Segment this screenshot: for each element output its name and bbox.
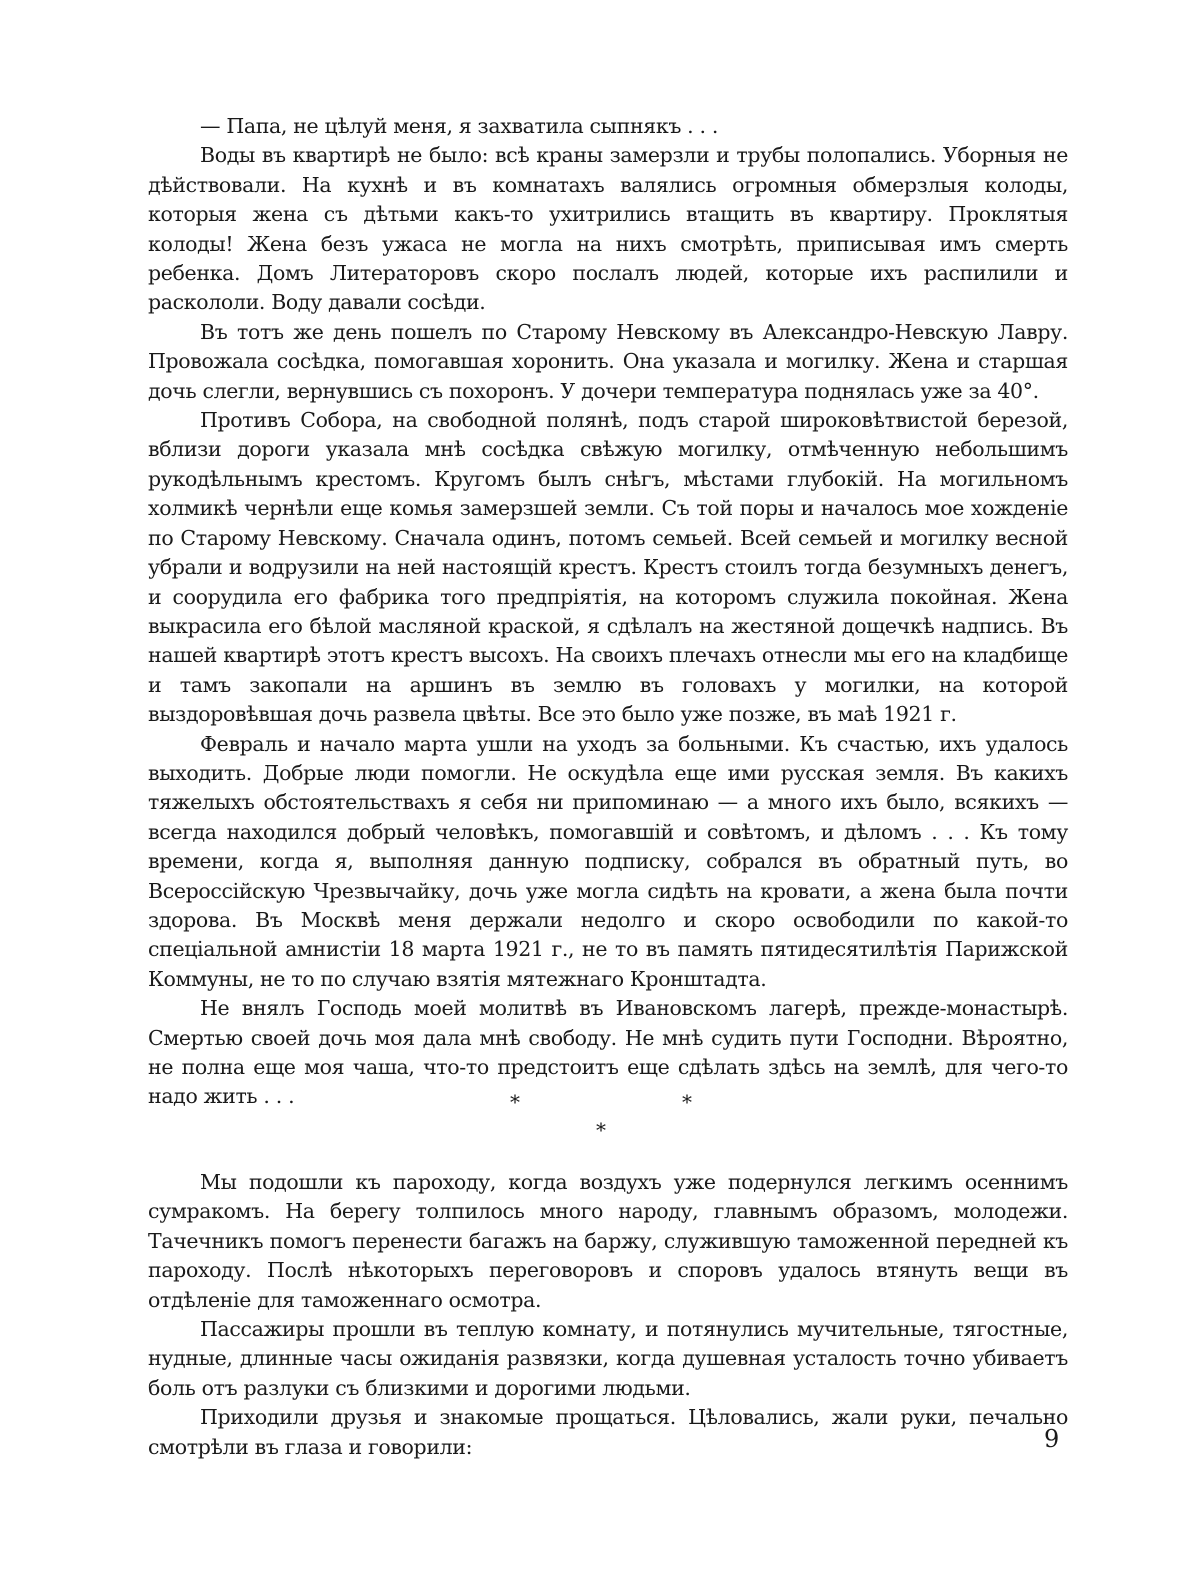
paragraph: Мы подошли къ пароходу, когда воздухъ уже подернулся легкимъ осеннимъ сумракомъ. На берегу толпилось много народу, главнымъ образомъ, молодежи. Тачечникъ помогъ перенести багажъ на баржу, служившую таможенной передней къ пароходу. Послѣ нѣкоторыхъ переговоровъ и споровъ удалось втянуть вещи въ отдѣленіе для таможеннаго осмотра. — [148, 1170, 1068, 1312]
paragraph: Февраль и начало марта ушли на уходъ за больными. Къ счастью, ихъ удалось выходить. Добрые люди помогли. Не оскудѣла еще ими русская земля. Въ какихъ тяжелыхъ обстоятельствахъ я себя ни припоминаю — а много ихъ было, всякихъ — всегда находился добрый человѣкъ, помогавшій и совѣтомъ, и дѣломъ . . . Къ тому времени, когда я, выполняя данную подписку, собрался въ обратный путь, во Всероссійскую Чрезвычайку, дочь уже могла сидѣть на кровати, а жена была почти здорова. Въ Москвѣ меня держали недолго и скоро освободили по какой-то спеціальной амнистіи 18 марта 1921 г., не то въ память пятидесятилѣтія Парижской Коммуны, не то по случаю взятія мятежнаго Кронштадта. — [148, 731, 1068, 991]
asterisk-ornament: * — [682, 1090, 692, 1114]
paragraph: Въ тотъ же день пошелъ по Старому Невскому въ Александро-Невскую Лавру. Провожала сосѣдка, помогавшая хоронить. Она указала и могилку. Жена и старшая дочь слегли, вернувшись съ похоронъ. У дочери температура поднялась уже за 40°. — [148, 319, 1068, 403]
paragraph: Воды въ квартирѣ не было: всѣ краны замерзли и трубы полопались. Уборныя не дѣйствовали. На кухнѣ и въ комнатахъ валялись огромныя обмерзлыя колоды, которыя жена съ дѣтьми какъ-то ухитрились втащить въ квартиру. Проклятыя колоды! Жена безъ ужаса не могла на нихъ смотрѣть, приписывая имъ смерть ребенка. Домъ Литераторовъ скоро послалъ людей, которые ихъ распилили и раскололи. Воду давали сосѣди. — [148, 143, 1068, 315]
paragraph: Не внялъ Господь моей молитвѣ въ Ивановскомъ лагерѣ, прежде-монастырѣ. Смертью своей дочь моя дала мнѣ свободу. Не мнѣ судить пути Господни. Вѣроятно, не полна еще моя чаша, что-то предстоитъ еще сдѣлать здѣсь на землѣ, для чего-то надо жить . . . — [148, 996, 1068, 1109]
paragraph: Противъ Собора, на свободной полянѣ, подъ старой широковѣтвистой березой, вблизи дороги указала мнѣ сосѣдка свѣжую могилку, отмѣченную небольшимъ рукодѣльнымъ крестомъ. Кругомъ былъ снѣгъ, мѣстами глубокій. На могильномъ холмикѣ чернѣли еще комья замерзшей земли. Съ той поры и началось мое хожденіе по Старому Невскому. Сначала одинъ, потомъ семьей. Всей семьей и могилку весной убрали и водрузили на ней настоящій крестъ. Крестъ стоилъ тогда безумныхъ денегъ, и соорудила его фабрика того предпріятія, на которомъ служила покойная. Жена выкрасила его бѣлой масляной краской, я сдѣлалъ на жестяной дощечкѣ надпись. Въ нашей квартирѣ этотъ крестъ высохъ. На своихъ плечахъ отнесли мы его на кладбище и тамъ закопали на аршинъ въ землю въ головахъ у могилки, на которой выздоровѣвшая дочь развела цвѣты. Все это было уже позже, въ маѣ 1921 г. — [148, 408, 1068, 727]
paragraph: — Папа, не цѣлуй меня, я захватила сыпнякъ . . . — [200, 114, 719, 138]
paragraph: Пассажиры прошли въ теплую комнату, и потянулись мучительные, тягостные, нудные, длинные часы ожиданія развязки, когда душевная усталость точно убиваетъ боль отъ разлуки съ близкими и дорогими людьми. — [148, 1317, 1068, 1400]
lower-text-block — [148, 1168, 1068, 1462]
upper-text-block — [148, 112, 1068, 1112]
section-separator — [0, 1088, 1191, 1148]
asterisk-ornament: * — [596, 1118, 606, 1142]
asterisk-ornament: * — [510, 1090, 520, 1114]
page-number: 9 — [1044, 1425, 1060, 1453]
paragraph: Приходили друзья и знакомые прощаться. Цѣловались, жали руки, печально смотрѣли въ глаза и говорили: — [148, 1405, 1068, 1459]
